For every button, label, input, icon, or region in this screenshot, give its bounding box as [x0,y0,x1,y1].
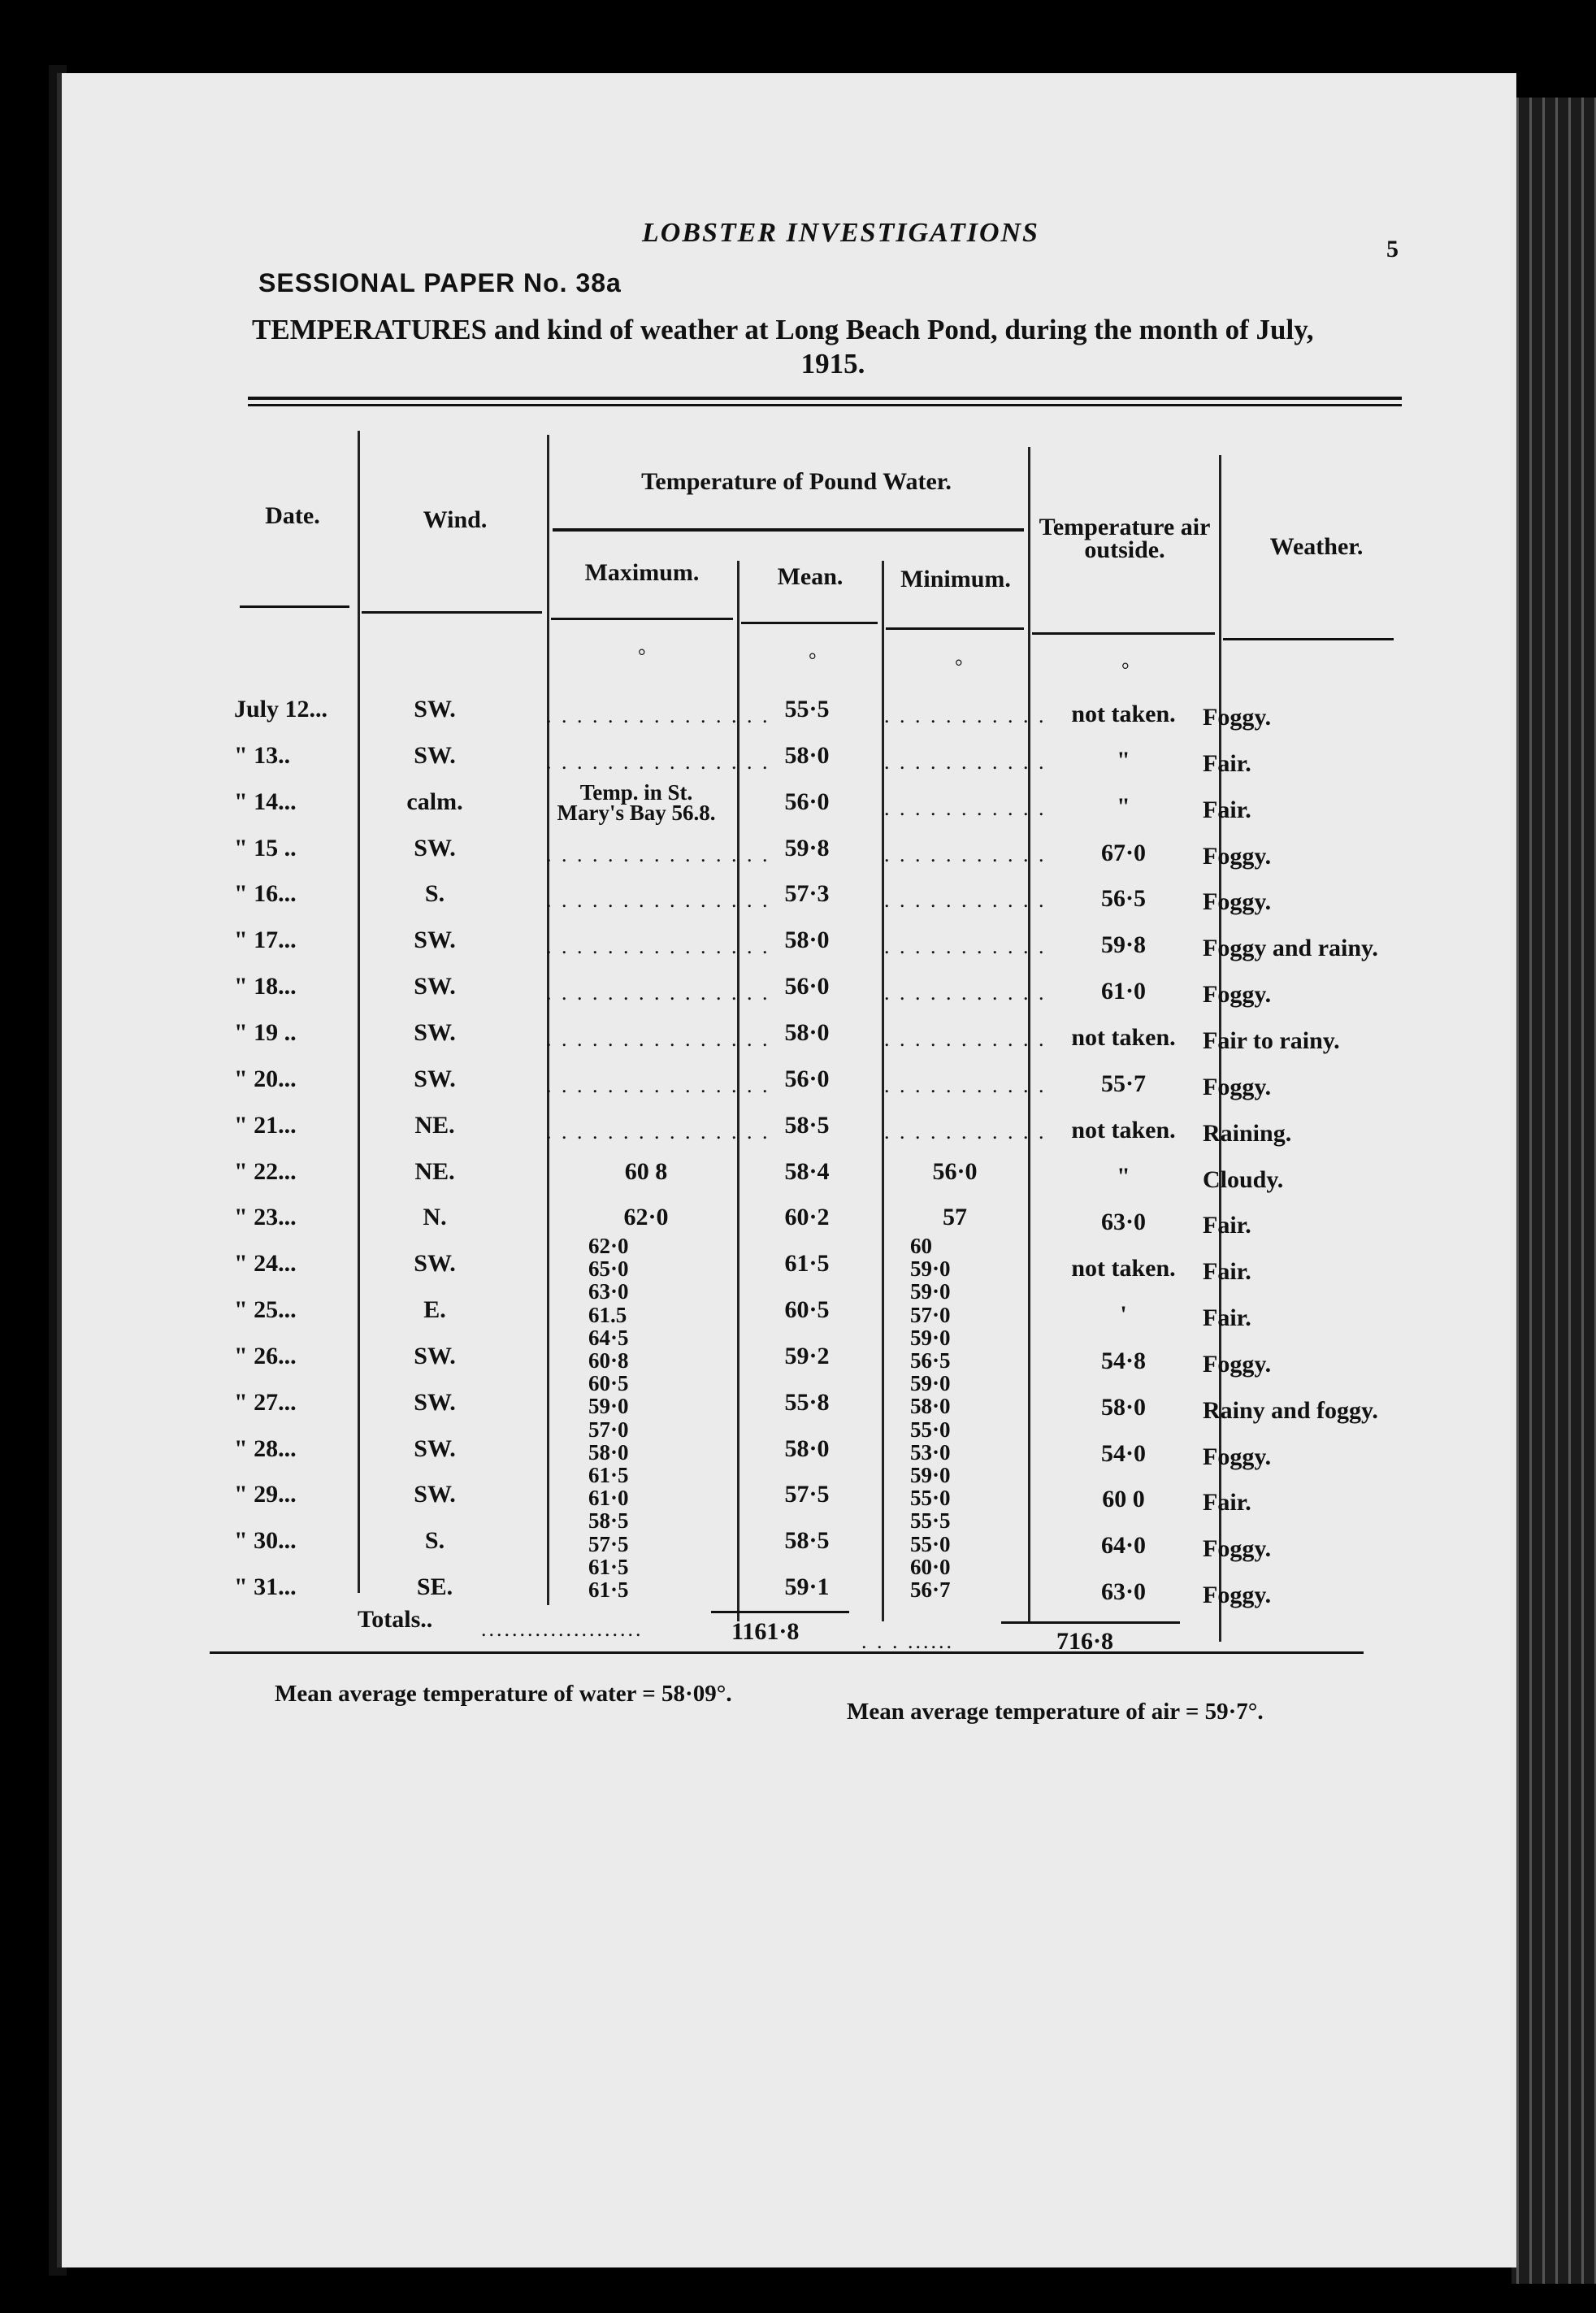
cell-date: " 31... [234,1573,297,1601]
cell-min: 57 [943,1204,967,1231]
min-stack-value: 59·0 [910,1256,951,1282]
cell-air: not taken. [1071,1116,1176,1143]
header-rule [240,605,349,608]
header-air [1030,516,1219,562]
max-stack-value: 61.5 [588,1302,627,1327]
cell-wind: S. [424,1527,445,1555]
max-stack-value: 65·0 [588,1256,629,1282]
leader-dots: . . . . . . . . . . . . . . . [546,704,770,727]
total-mean: 1161·8 [731,1618,800,1645]
cell-date: " 14... [234,788,297,815]
cell-mean: 57·5 [784,1481,830,1508]
min-stack-value: 56·5 [910,1348,951,1373]
cell-date: " 23... [234,1204,297,1231]
table-title [252,313,1414,381]
cell-weather: Foggy. [1203,981,1272,1009]
cell-date: " 20... [234,1065,297,1092]
min-stack-value: 59·0 [910,1325,951,1350]
cell-weather: Foggy. [1203,1073,1272,1100]
cell-date: " 21... [234,1111,297,1139]
cell-mean: 59·1 [784,1573,830,1601]
min-stack-value: 59·0 [910,1279,951,1304]
cell-weather: Foggy. [1203,1582,1272,1609]
cell-mean: 57·3 [784,880,830,908]
cell-air: 64·0 [1100,1532,1146,1560]
cell-air: 54·0 [1100,1439,1146,1467]
col-divider [547,435,549,1605]
max-stack-value: 58·5 [588,1508,629,1534]
total-min-dots: . . . ...... [861,1630,954,1653]
cell-weather: Foggy and rainy. [1203,935,1378,962]
max-stack-value: 57·0 [588,1417,629,1442]
totals-label: Totals.. [358,1606,433,1633]
leader-dots: . . . . . . . . . . . . . . . [546,749,770,774]
cell-air: 58·0 [1100,1393,1146,1421]
cell-weather: Fair. [1203,749,1251,777]
cell-mean: 58·5 [784,1111,830,1139]
cell-mean: 61·5 [784,1250,830,1278]
cell-air: 61·0 [1100,978,1146,1005]
min-stack-value: 59·0 [910,1463,951,1487]
cell-mean: 55·8 [784,1388,830,1416]
max-stack-value: 58·0 [588,1439,629,1465]
cell-mean: 59·8 [784,834,830,861]
leader-dots: . . . . . . . . . . . . . . . [546,935,770,959]
bottom-rule [210,1651,1364,1654]
cell-weather: Fair to rainy. [1203,1026,1340,1054]
max-stack-value: 61·0 [588,1486,629,1511]
cell-min: 56·0 [932,1157,978,1185]
header-rule [886,627,1024,630]
cell-weather: Fair. [1203,796,1251,823]
max-stack-value: 57·5 [588,1531,629,1556]
page-number: 5 [1386,236,1399,263]
cell-weather: Foggy. [1203,1535,1272,1563]
cell-wind: SW. [414,741,456,769]
cell-wind: SW. [414,1250,456,1278]
leader-dots: . . . . . . . . . . . . . . . [546,888,770,913]
leader-dots: . . . . . . . . . . . [884,935,1047,959]
cell-weather: Rainy and foggy. [1203,1396,1378,1424]
cell-wind: SW. [414,1388,456,1416]
cell-weather: Foggy. [1203,842,1272,870]
cell-weather: Cloudy. [1203,1165,1284,1193]
cell-mean: 58·0 [784,1434,830,1462]
leader-dots: . . . . . . . . . . . [884,888,1047,913]
leader-dots: . . . . . . . . . . . [884,842,1047,866]
cell-date: " 24... [234,1250,297,1278]
cell-weather: Foggy. [1203,704,1272,731]
cell-max: 62·0 [623,1204,669,1231]
max-stack-value: 63·0 [588,1279,629,1304]
leader-dots: . . . . . . . . . . . . . . . [546,1026,770,1051]
cell-date: July 12... [234,696,328,723]
cell-mean: 59·2 [784,1342,830,1369]
cell-wind: SW. [414,834,456,861]
header-rule [741,622,878,624]
min-stack-value: 58·0 [910,1394,951,1419]
cell-air: 63·0 [1100,1209,1146,1236]
cell-air: 55·7 [1100,1070,1146,1097]
cell-mean: 55·5 [784,696,830,723]
cell-date: " 17... [234,927,297,954]
cell-date: " 16... [234,880,297,908]
cell-weather: Fair. [1203,1304,1251,1332]
cell-date: " 30... [234,1527,297,1555]
cell-mean: 58·0 [784,927,830,954]
page-edges-stack [1511,98,1596,2284]
header-weather: Weather. [1269,533,1364,560]
leader-dots: . . . . . . . . . . . . . . . [546,981,770,1005]
min-stack-value: 55·0 [910,1417,951,1442]
max-stack-value: 60·8 [588,1348,629,1373]
cell-wind: NE. [414,1157,455,1185]
table-title-line2: 1915. [800,348,865,380]
min-stack-value: 55·0 [910,1486,951,1511]
cell-air: not taken. [1071,701,1176,727]
cell-mean: 58·0 [784,1018,830,1046]
st-marys-note-line1: Temp. in St. [579,780,693,805]
cell-wind: SW. [414,1481,456,1508]
leader-dots: . . . . . . . . . . . [884,981,1047,1005]
pound-water-rule [553,528,1024,532]
footer-air-average: Mean average temperature of air = 59·7°. [847,1699,1264,1725]
st-marys-note [543,780,730,825]
header-mean: Mean. [777,563,844,590]
cell-air: " [1117,746,1130,774]
cell-wind: SW. [414,1018,456,1046]
cell-air: " [1117,1162,1130,1190]
cell-wind: N. [423,1204,447,1231]
cell-wind: SW. [414,1065,456,1092]
cell-wind: SW. [414,973,456,1000]
header-rule [551,618,733,620]
st-marys-note-line2: Mary's Bay 56.8. [557,801,716,825]
cell-air: " [1117,792,1130,820]
cell-mean: 60·2 [784,1204,830,1231]
min-stack-value: 56·7 [910,1577,951,1602]
cell-mean: 60·5 [784,1296,830,1324]
min-stack-value: 60·0 [910,1554,951,1579]
cell-mean: 56·0 [784,1065,830,1092]
table-title-line1: TEMPERATURES and kind of weather at Long Beach Pond, during the month of July, [252,314,1314,345]
totals-leader-dots: ..................... [481,1617,644,1641]
cell-air: not taken. [1071,1023,1176,1051]
max-stack-value: 61·5 [588,1554,629,1579]
cell-wind: E. [423,1296,446,1324]
max-stack-value: 59·0 [588,1394,629,1419]
leader-dots: . . . . . . . . . . . [884,1073,1047,1097]
cell-date: " 29... [234,1481,297,1508]
min-stack-value: 55·0 [910,1531,951,1556]
header-minimum: Minimum. [900,566,1011,592]
cell-wind: SW. [414,927,456,954]
min-stack-value: 60 [910,1234,932,1258]
footer-water-average: Mean average temperature of water = 58·09°. [275,1681,732,1707]
header-rule [1223,638,1394,640]
min-stack-value: 59·0 [910,1371,951,1396]
cell-date: " 19 .. [234,1018,297,1046]
cell-mean: 56·0 [784,973,830,1000]
cell-wind: SE. [416,1573,453,1601]
cell-weather: Foggy. [1203,1443,1272,1470]
header-rule [362,611,542,614]
leader-dots: . . . . . . . . . . . [884,704,1047,727]
min-stack-value: 57·0 [910,1302,951,1327]
leader-dots: . . . . . . . . . . . . . . . [546,1073,770,1097]
cell-wind: S. [424,880,445,908]
max-stack-value: 61·5 [588,1463,629,1487]
cell-date: " 27... [234,1388,297,1416]
top-rule [248,397,1402,400]
max-stack-value: 62·0 [588,1234,629,1258]
leader-dots: . . . . . . . . . . . [884,796,1047,820]
cell-date: " 28... [234,1434,297,1462]
degree-mark-max: ° [638,646,646,667]
cell-wind: NE. [414,1111,455,1139]
cell-date: " 25... [234,1296,297,1324]
cell-air: not taken. [1071,1255,1176,1282]
max-stack-value: 60·5 [588,1371,629,1396]
cell-air: ' [1120,1301,1127,1329]
top-rule-2 [248,404,1402,406]
header-air-line1: Temperature air [1039,514,1211,540]
leader-dots: . . . . . . . . . . . [884,1119,1047,1143]
leader-dots: . . . . . . . . . . . [884,1026,1047,1051]
cell-air: 67·0 [1100,839,1146,866]
degree-mark-air: ° [1121,660,1130,681]
cell-weather: Foggy. [1203,1350,1272,1378]
cell-air: 63·0 [1100,1578,1146,1606]
header-date: Date. [265,502,320,529]
cell-date: " 26... [234,1342,297,1369]
total-mean-rule [711,1611,849,1613]
cell-wind: calm. [406,788,463,815]
header-maximum: Maximum. [584,559,700,586]
cell-date: " 18... [234,973,297,1000]
cell-date: " 15 .. [234,834,297,861]
min-stack-value: 55·5 [910,1508,951,1534]
cell-wind: SW. [414,696,456,723]
cell-weather: Fair. [1203,1258,1251,1286]
cell-air: 59·8 [1100,931,1146,959]
cell-weather: Fair. [1203,1212,1251,1239]
max-stack-value: 61·5 [588,1577,629,1602]
cell-mean: 58·5 [784,1527,830,1555]
cell-wind: SW. [414,1342,456,1369]
header-rule [1032,632,1215,635]
cell-air: 54·8 [1100,1347,1146,1374]
max-stack-value: 64·5 [588,1325,629,1350]
cell-air: 60 0 [1102,1486,1145,1513]
cell-air: 56·5 [1100,885,1146,913]
header-air-line2: outside. [1084,536,1165,563]
running-head: LOBSTER INVESTIGATIONS [642,218,1039,248]
degree-mark-mean: ° [809,650,817,671]
total-air-rule [1001,1621,1180,1624]
cell-mean: 58·4 [784,1157,830,1185]
cell-mean: 58·0 [784,741,830,769]
leader-dots: . . . . . . . . . . . . . . . [546,1119,770,1143]
cell-max: 60 8 [624,1157,668,1185]
leader-dots: . . . . . . . . . . . [884,749,1047,774]
cell-date: " 22... [234,1157,297,1185]
cell-mean: 56·0 [784,788,830,815]
cell-weather: Foggy. [1203,888,1272,916]
degree-mark-min: ° [955,657,963,678]
leader-dots: . . . . . . . . . . . . . . . [546,842,770,866]
col-divider [358,431,360,1593]
cell-weather: Raining. [1203,1119,1292,1147]
header-pound-water: Temperature of Pound Water. [641,468,952,495]
cell-weather: Fair. [1203,1489,1251,1517]
cell-date: " 13.. [234,741,291,769]
cell-wind: SW. [414,1434,456,1462]
header-wind: Wind. [423,506,488,533]
total-air: 716·8 [1056,1628,1114,1655]
sessional-paper-label: SESSIONAL PAPER No. 38a [258,268,622,297]
min-stack-value: 53·0 [910,1439,951,1465]
